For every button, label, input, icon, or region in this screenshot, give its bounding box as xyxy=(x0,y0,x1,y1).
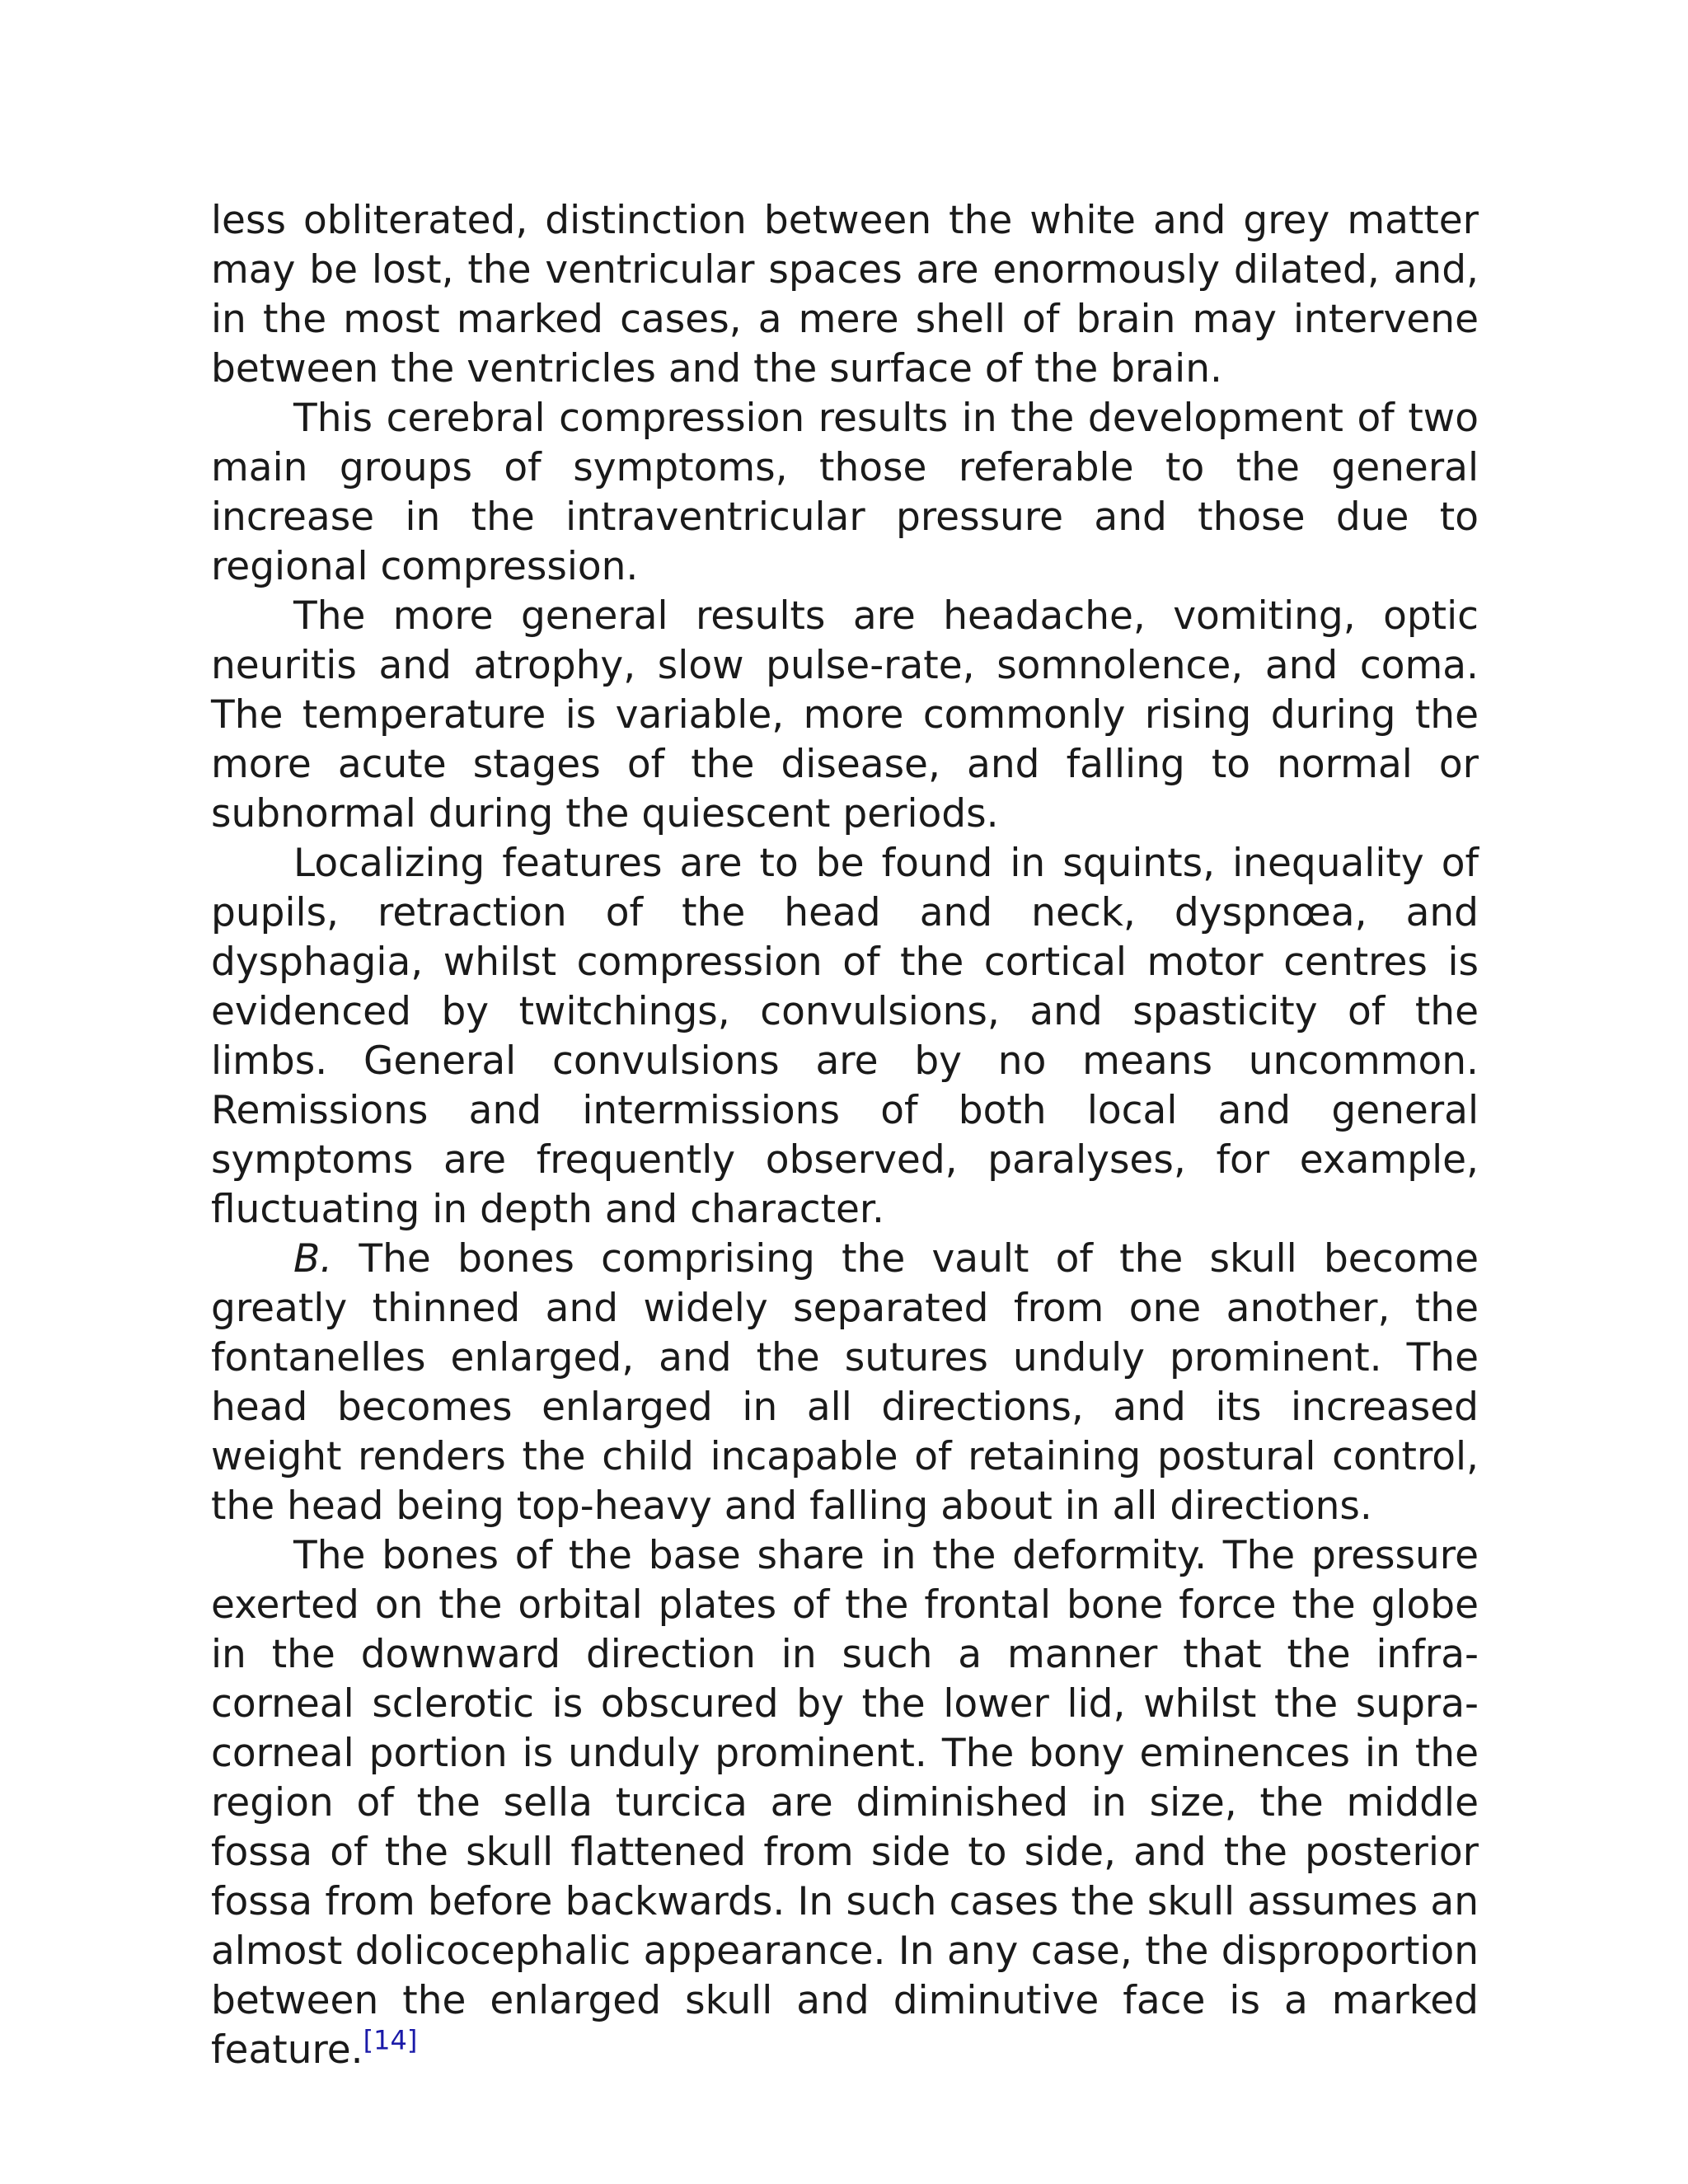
footnote-link[interactable]: [14] xyxy=(363,2024,418,2056)
paragraph-6-text: The bones of the base share in the deformity. The pressure exerted on the orbital plates of the frontal bone force the globe in the downward direction in such a manner that the infra-corneal sclerotic is obscured by the lower lid, whilst the supra-corneal portion is unduly prominent. The bony eminences in the region of the sella turcica are diminished in size, the middle fossa of the skull flattened from side to side, and the posterior fossa from before backwards. In such cases the skull assumes an almost dolicocephalic appearance. In any case, the disproportion between the enlarged skull and diminutive face is a marked feature. xyxy=(211,1533,1479,2073)
document-body xyxy=(211,196,1479,2075)
paragraph-2: This cerebral compression results in the development of two main groups of symptoms, those referable to the general increase in the intraventricular pressure and those due to regional compression. xyxy=(211,396,1479,589)
paragraph-1: less obliterated, distinction between the white and grey matter may be lost, the ventricular spaces are enormously dilated, and, in the most marked cases, a mere shell of brain may intervene between the ventricles and the surface of the brain. xyxy=(211,198,1479,391)
paragraph-5 xyxy=(211,1235,1479,1531)
paragraph-6 xyxy=(211,1531,1479,2075)
paragraph-5-text: The bones comprising the vault of the skull become greatly thinned and widely separated from one another, the fontanelles enlarged, and the sutures unduly prominent. The head becomes enlarged in all directions, and its increased weight renders the child incapable of retaining postural control, the head being top-heavy and falling about in all directions. xyxy=(211,1236,1479,1529)
paragraph-3: The more general results are headache, vomiting, optic neuritis and atrophy, slow pulse-rate, somnolence, and coma. The temperature is variable, more commonly rising during the more acute stages of the disease, and falling to normal or subnormal during the quiescent periods. xyxy=(211,593,1479,837)
section-letter: B. xyxy=(293,1236,333,1282)
paragraph-4: Localizing features are to be found in squints, inequality of pupils, retraction of the head and neck, dyspnœa, and dysphagia, whilst compression of the cortical motor centres is evidenced by twitchings, convulsions, and spasticity of the limbs. General convulsions are by no means uncommon. Remissions and intermissions of both local and general symptoms are frequently observed, paralyses, for example, fluctuating in depth and character. xyxy=(211,841,1479,1232)
